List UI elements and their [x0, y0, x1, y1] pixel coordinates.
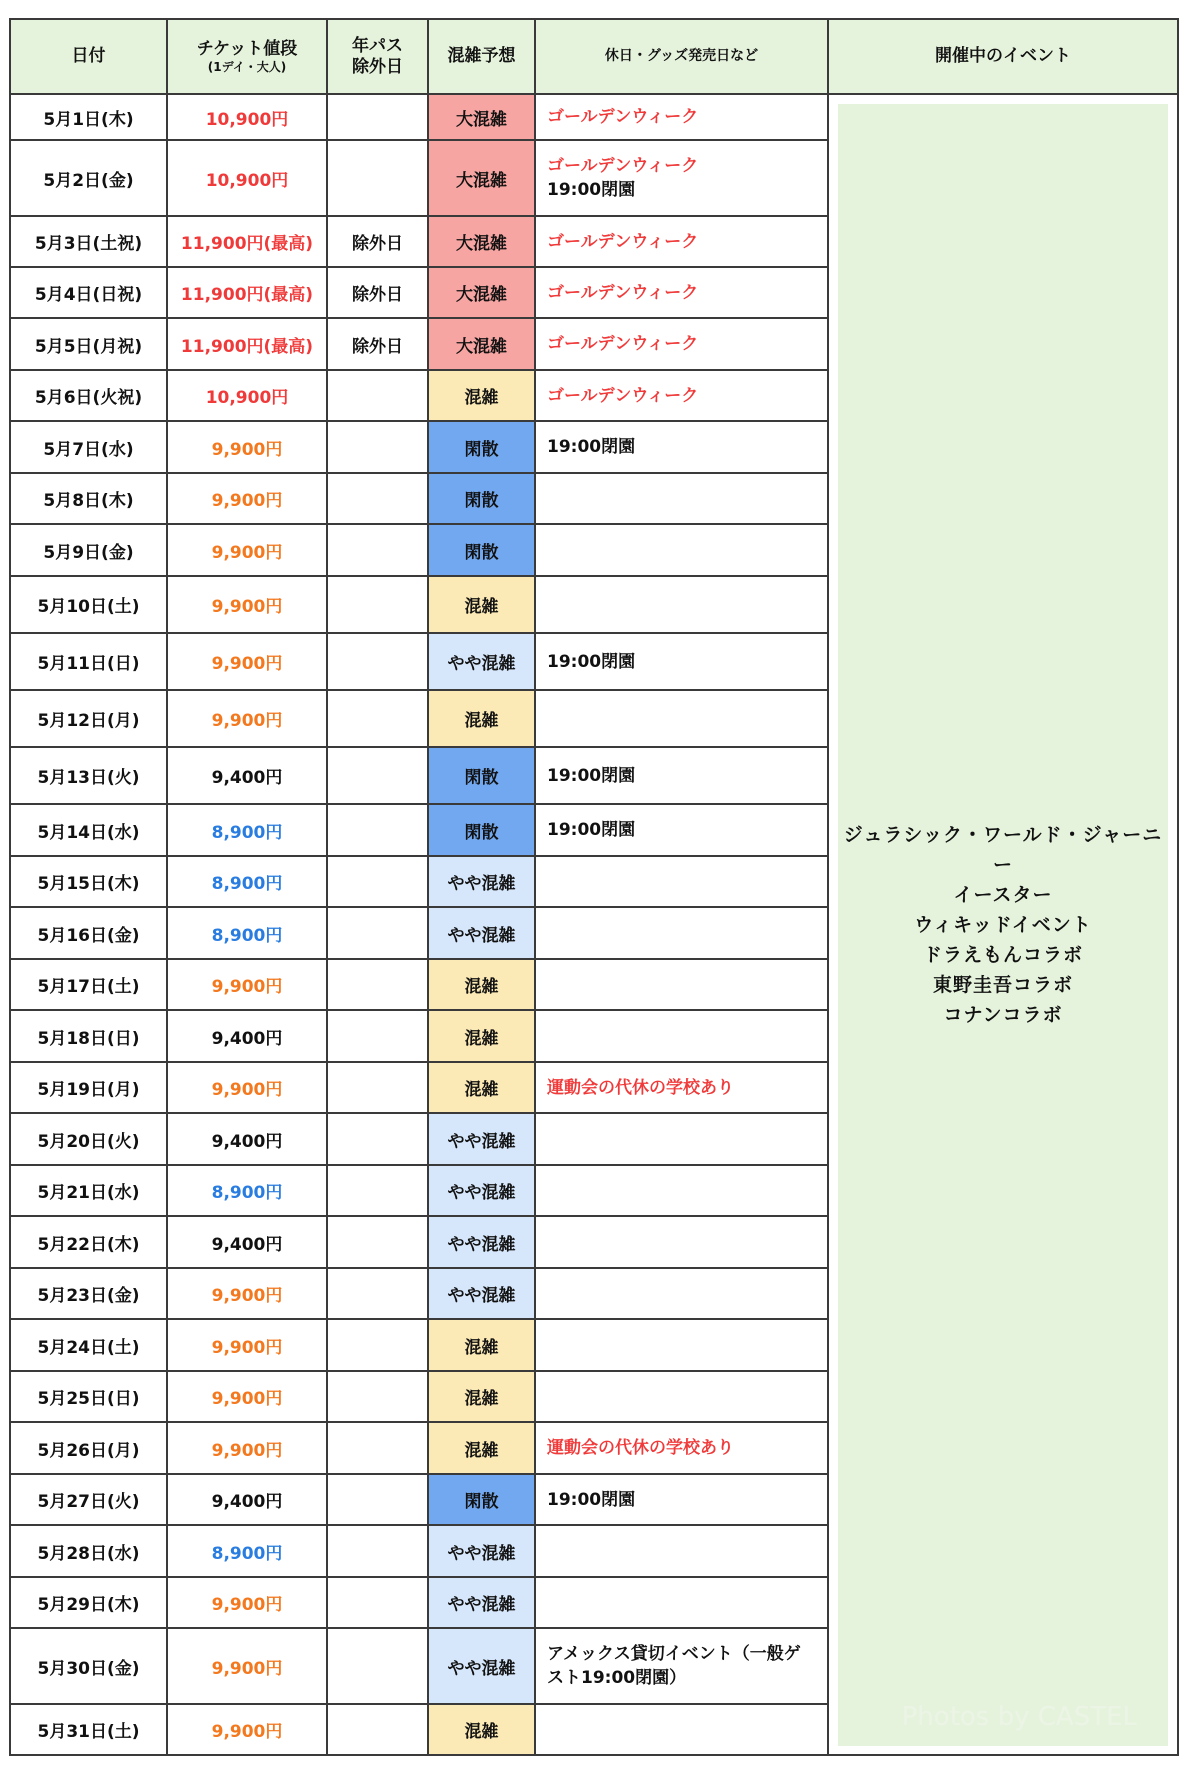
- crowd-cell: やや混雑: [428, 1628, 535, 1704]
- pass-exclusion-cell: 除外日: [327, 267, 428, 318]
- header-crowd: 混雑予想: [428, 19, 535, 94]
- note-cell: [535, 959, 828, 1010]
- pass-exclusion-cell: [327, 959, 428, 1010]
- crowd-cell: 混雑: [428, 1062, 535, 1113]
- header-event: 開催中のイベント: [828, 19, 1178, 94]
- crowd-cell: 閑散: [428, 421, 535, 473]
- date-cell: 5月24日(土): [10, 1319, 167, 1371]
- price-cell: 8,900円: [167, 856, 327, 907]
- date-cell: 5月29日(木): [10, 1577, 167, 1628]
- schedule-table-wrap: [9, 18, 1177, 1756]
- note-line: 19:00閉園: [547, 180, 636, 200]
- header-price: [167, 19, 327, 94]
- crowd-cell: 大混雑: [428, 318, 535, 370]
- note-cell: [535, 1525, 828, 1577]
- note-line: 19:00閉園: [547, 820, 636, 840]
- pass-exclusion-cell: [327, 1371, 428, 1422]
- price-cell: 9,900円: [167, 1577, 327, 1628]
- table-row: [10, 94, 1178, 140]
- price-cell: 9,900円: [167, 1062, 327, 1113]
- crowd-cell: 閑散: [428, 473, 535, 524]
- date-cell: 5月16日(金): [10, 907, 167, 959]
- crowd-cell: やや混雑: [428, 1165, 535, 1216]
- note-cell: [535, 907, 828, 959]
- price-cell: 9,900円: [167, 1371, 327, 1422]
- note-cell: [535, 690, 828, 747]
- crowd-cell: 大混雑: [428, 216, 535, 267]
- note-cell: [535, 1577, 828, 1628]
- crowd-cell: 混雑: [428, 690, 535, 747]
- date-cell: 5月20日(火): [10, 1113, 167, 1165]
- note-line: ゴールデンウィーク: [547, 156, 699, 176]
- crowd-cell: やや混雑: [428, 856, 535, 907]
- price-cell: 9,900円: [167, 959, 327, 1010]
- price-cell: 9,400円: [167, 1216, 327, 1268]
- note-cell: [535, 576, 828, 633]
- header-price-sub: (1デイ・大人): [207, 59, 287, 74]
- pass-exclusion-cell: 除外日: [327, 318, 428, 370]
- note-cell: [535, 1062, 828, 1113]
- note-cell: [535, 1628, 828, 1704]
- pass-exclusion-cell: [327, 907, 428, 959]
- note-cell: [535, 1010, 828, 1062]
- header-pass-line2: 除外日: [352, 56, 403, 77]
- note-cell: [535, 856, 828, 907]
- event-item: イースター: [953, 883, 1053, 906]
- note-cell: [535, 1216, 828, 1268]
- pass-exclusion-cell: [327, 1422, 428, 1474]
- note-cell: [535, 1704, 828, 1755]
- note-cell: [535, 1371, 828, 1422]
- note-line: スト19:00閉園）: [547, 1668, 687, 1688]
- pass-exclusion-cell: [327, 1525, 428, 1577]
- note-cell: [535, 216, 828, 267]
- header-note: 休日・グッズ発売日など: [535, 19, 828, 94]
- note-cell: [535, 140, 828, 216]
- price-cell: 11,900円(最高): [167, 267, 327, 318]
- event-item: コナンコラボ: [943, 1003, 1063, 1026]
- price-cell: 9,900円: [167, 633, 327, 690]
- crowd-cell: 混雑: [428, 1010, 535, 1062]
- crowd-cell: 閑散: [428, 804, 535, 856]
- price-cell: 11,900円(最高): [167, 216, 327, 267]
- note-cell: [535, 524, 828, 576]
- price-cell: 8,900円: [167, 1165, 327, 1216]
- crowd-cell: 閑散: [428, 524, 535, 576]
- pass-exclusion-cell: [327, 804, 428, 856]
- crowd-cell: 大混雑: [428, 267, 535, 318]
- date-cell: 5月22日(木): [10, 1216, 167, 1268]
- crowd-cell: やや混雑: [428, 1525, 535, 1577]
- date-cell: 5月23日(金): [10, 1268, 167, 1319]
- price-cell: 9,400円: [167, 1010, 327, 1062]
- price-cell: 9,900円: [167, 524, 327, 576]
- date-cell: 5月15日(木): [10, 856, 167, 907]
- note-line: アメックス貸切イベント（一般ゲ: [547, 1644, 801, 1664]
- crowd-cell: 混雑: [428, 959, 535, 1010]
- crowd-cell: 混雑: [428, 576, 535, 633]
- note-cell: [535, 804, 828, 856]
- crowd-cell: 大混雑: [428, 140, 535, 216]
- pass-exclusion-cell: [327, 856, 428, 907]
- price-cell: 8,900円: [167, 1525, 327, 1577]
- note-cell: [535, 318, 828, 370]
- price-cell: 10,900円: [167, 370, 327, 421]
- price-cell: 9,900円: [167, 473, 327, 524]
- pass-exclusion-cell: [327, 1474, 428, 1525]
- note-line: ゴールデンウィーク: [547, 385, 699, 406]
- header-date: 日付: [10, 19, 167, 94]
- event-item: 東野圭吾コラボ: [932, 973, 1073, 996]
- crowd-cell: やや混雑: [428, 633, 535, 690]
- header-row: [10, 19, 1178, 94]
- note-line: 19:00閉園: [547, 437, 636, 457]
- pass-exclusion-cell: [327, 370, 428, 421]
- date-cell: 5月8日(木): [10, 473, 167, 524]
- date-cell: 5月1日(木): [10, 94, 167, 140]
- pass-exclusion-cell: [327, 690, 428, 747]
- date-cell: 5月25日(日): [10, 1371, 167, 1422]
- pass-exclusion-cell: [327, 633, 428, 690]
- crowd-cell: やや混雑: [428, 907, 535, 959]
- date-cell: 5月28日(水): [10, 1525, 167, 1577]
- pass-exclusion-cell: [327, 1165, 428, 1216]
- event-item: ウィキッドイベント: [914, 913, 1092, 936]
- note-cell: [535, 1165, 828, 1216]
- note-cell: [535, 267, 828, 318]
- price-cell: 9,900円: [167, 1628, 327, 1704]
- date-cell: 5月19日(月): [10, 1062, 167, 1113]
- header-pass-line1: 年パス: [352, 35, 403, 56]
- price-cell: 9,400円: [167, 1113, 327, 1165]
- price-cell: 9,900円: [167, 1319, 327, 1371]
- crowd-cell: 混雑: [428, 370, 535, 421]
- note-line: 運動会の代休の学校あり: [547, 1077, 734, 1098]
- date-cell: 5月14日(水): [10, 804, 167, 856]
- table-body: [10, 94, 1178, 1755]
- note-line: 19:00閉園: [547, 651, 636, 672]
- date-cell: 5月12日(月): [10, 690, 167, 747]
- pass-exclusion-cell: [327, 421, 428, 473]
- pass-exclusion-cell: [327, 747, 428, 804]
- price-cell: 10,900円: [167, 94, 327, 140]
- watermark: Photos by CASTEL: [901, 1702, 1137, 1732]
- pass-exclusion-cell: [327, 1113, 428, 1165]
- date-cell: 5月13日(火): [10, 747, 167, 804]
- crowd-cell: 閑散: [428, 747, 535, 804]
- crowd-cell: やや混雑: [428, 1577, 535, 1628]
- date-cell: 5月11日(日): [10, 633, 167, 690]
- date-cell: 5月3日(土祝): [10, 216, 167, 267]
- date-cell: 5月30日(金): [10, 1628, 167, 1704]
- note-cell: [535, 1422, 828, 1474]
- date-cell: 5月26日(月): [10, 1422, 167, 1474]
- crowd-cell: やや混雑: [428, 1113, 535, 1165]
- note-cell: [535, 370, 828, 421]
- note-line: ゴールデンウィーク: [547, 107, 699, 127]
- date-cell: 5月17日(土): [10, 959, 167, 1010]
- price-cell: 9,900円: [167, 576, 327, 633]
- pass-exclusion-cell: [327, 473, 428, 524]
- note-cell: [535, 94, 828, 140]
- price-cell: 8,900円: [167, 804, 327, 856]
- price-cell: 9,400円: [167, 1474, 327, 1525]
- date-cell: 5月4日(日祝): [10, 267, 167, 318]
- crowd-cell: 閑散: [428, 1474, 535, 1525]
- crowd-calendar-table: [9, 18, 1179, 1756]
- pass-exclusion-cell: [327, 1062, 428, 1113]
- header-price-label: チケット値段: [196, 38, 298, 59]
- pass-exclusion-cell: [327, 576, 428, 633]
- date-cell: 5月2日(金): [10, 140, 167, 216]
- note-cell: [535, 633, 828, 690]
- event-item: ジュラシック・ワールド・ジャーニー: [843, 823, 1163, 876]
- note-line: ゴールデンウィーク: [547, 282, 699, 303]
- note-cell: [535, 747, 828, 804]
- date-cell: 5月10日(土): [10, 576, 167, 633]
- pass-exclusion-cell: [327, 140, 428, 216]
- note-line: ゴールデンウィーク: [547, 334, 699, 354]
- price-cell: 10,900円: [167, 140, 327, 216]
- crowd-cell: 混雑: [428, 1422, 535, 1474]
- date-cell: 5月5日(月祝): [10, 318, 167, 370]
- crowd-cell: 混雑: [428, 1371, 535, 1422]
- date-cell: 5月7日(水): [10, 421, 167, 473]
- price-cell: 9,900円: [167, 421, 327, 473]
- price-cell: 9,900円: [167, 1268, 327, 1319]
- event-list: [838, 104, 1168, 1746]
- price-cell: 9,900円: [167, 1704, 327, 1755]
- note-line: 19:00閉園: [547, 1489, 636, 1510]
- price-cell: 8,900円: [167, 907, 327, 959]
- pass-exclusion-cell: [327, 1268, 428, 1319]
- pass-exclusion-cell: [327, 1628, 428, 1704]
- note-line: 運動会の代休の学校あり: [547, 1438, 734, 1458]
- date-cell: 5月21日(水): [10, 1165, 167, 1216]
- date-cell: 5月9日(金): [10, 524, 167, 576]
- date-cell: 5月27日(火): [10, 1474, 167, 1525]
- price-cell: 9,900円: [167, 1422, 327, 1474]
- event-cell: [828, 94, 1178, 1755]
- date-cell: 5月6日(火祝): [10, 370, 167, 421]
- note-cell: [535, 1474, 828, 1525]
- price-cell: 9,400円: [167, 747, 327, 804]
- pass-exclusion-cell: [327, 1319, 428, 1371]
- date-cell: 5月31日(土): [10, 1704, 167, 1755]
- pass-exclusion-cell: [327, 524, 428, 576]
- pass-exclusion-cell: [327, 94, 428, 140]
- note-cell: [535, 473, 828, 524]
- note-cell: [535, 421, 828, 473]
- price-cell: 11,900円(最高): [167, 318, 327, 370]
- note-cell: [535, 1113, 828, 1165]
- pass-exclusion-cell: [327, 1010, 428, 1062]
- pass-exclusion-cell: [327, 1704, 428, 1755]
- event-item: ドラえもんコラボ: [922, 943, 1083, 966]
- header-annual-pass: [327, 19, 428, 94]
- date-cell: 5月18日(日): [10, 1010, 167, 1062]
- pass-exclusion-cell: [327, 1577, 428, 1628]
- note-cell: [535, 1319, 828, 1371]
- pass-exclusion-cell: [327, 1216, 428, 1268]
- price-cell: 9,900円: [167, 690, 327, 747]
- pass-exclusion-cell: 除外日: [327, 216, 428, 267]
- crowd-cell: 混雑: [428, 1704, 535, 1755]
- note-cell: [535, 1268, 828, 1319]
- crowd-cell: 混雑: [428, 1319, 535, 1371]
- note-line: ゴールデンウィーク: [547, 231, 699, 252]
- crowd-cell: やや混雑: [428, 1268, 535, 1319]
- note-line: 19:00閉園: [547, 765, 636, 786]
- crowd-cell: やや混雑: [428, 1216, 535, 1268]
- crowd-cell: 大混雑: [428, 94, 535, 140]
